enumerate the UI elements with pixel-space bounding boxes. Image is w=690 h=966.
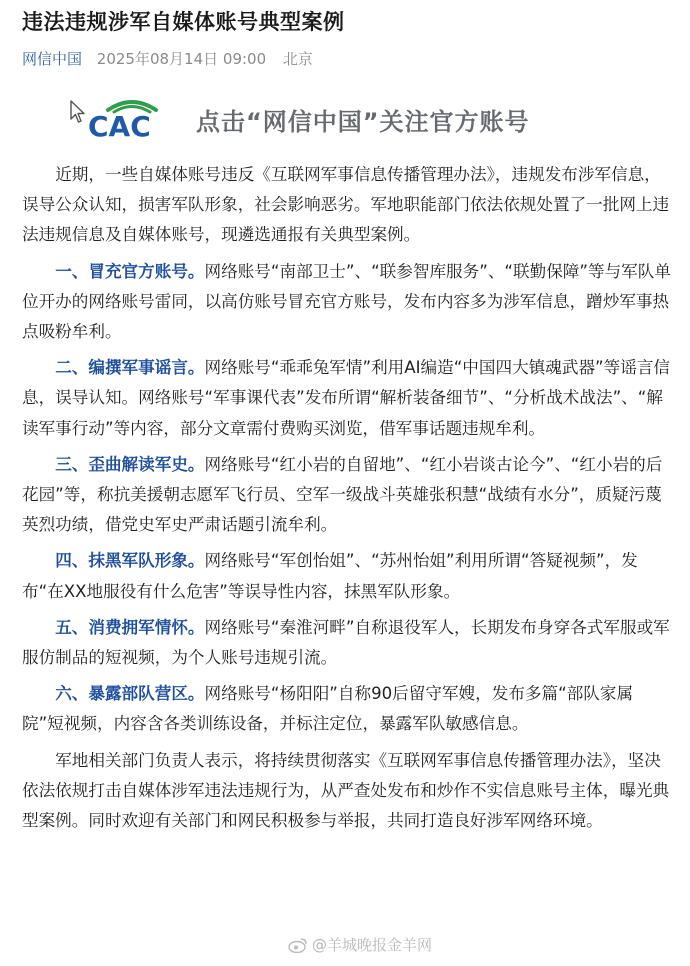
article-meta: [22, 48, 313, 69]
case-paragraph-1: [22, 257, 672, 348]
paragraph-text: 军地相关部门负责人表示，将持续贯彻落实《互联网军事信息传播管理办法》，坚决依法依规打击自媒体涉军违法违规行为，从严查处发布和炒作不实信息账号主体，曝光典型案例。同时欢迎有关部门和网民积极参与举报，共同打造良好涉军网络环境。: [22, 750, 670, 831]
case-heading: 三、歪曲解读军史。: [55, 454, 205, 474]
case-paragraph-6: [22, 679, 672, 739]
case-heading: 五、消费拥军情怀。: [55, 617, 205, 637]
follow-banner-text: 点击“网信中国”关注官方账号: [196, 108, 530, 136]
publish-datetime: 2025年08月14日 09:00: [96, 50, 267, 68]
weibo-icon: [288, 937, 308, 957]
cursor-arrow-icon: [70, 100, 86, 128]
case-paragraph-3: [22, 450, 672, 541]
paragraph-text: 网络账号“乖乖兔军情”利用AI编造“中国四大镇魂武器”等谣言信息，误导认知。网络账号“军事课代表”发布所谓“解析装备细节”、“分析战术战法”、“解读军事行动”等内容，部分文章需付费购买浏览，借军事话题违规牟利。: [22, 358, 671, 438]
paragraph-text: 网络账号“杨阳阳”自称90后留守军嫂，发布多篇“部队家属院”短视频，内容含各类训练设备，并标注定位，暴露军队敏感信息。: [22, 684, 634, 734]
watermark: [288, 934, 432, 957]
paragraph-text: 网络账号“红小岩的自留地”、“红小岩谈古论今”、“红小岩的后花园”等，称抗美援朝志愿军飞行员、空军一级战斗英雄张积慧“战绩有水分”，质疑污蔑英烈功绩，借党史军史严肃话题引流牟利。: [22, 454, 663, 535]
case-heading: 一、冒充官方账号。: [55, 261, 205, 281]
case-heading: 二、编撰军事谣言。: [55, 358, 205, 378]
paragraph-text: 网络账号“秦淮河畔”自称退役军人，长期发布身穿各式军服或军服仿制品的短视频，为个人账号违规引流。: [22, 617, 670, 668]
watermark-text: @羊城晚报金羊网: [311, 936, 432, 954]
cac-logo-text: CAC: [88, 110, 151, 140]
case-heading: 四、抹黑军队形象。: [55, 551, 205, 571]
article-body: [22, 160, 672, 842]
intro-paragraph: [22, 160, 672, 251]
case-heading: 六、暴露部队营区。: [55, 684, 205, 704]
follow-banner[interactable]: [70, 96, 630, 144]
case-paragraph-4: [22, 546, 672, 606]
source-link[interactable]: 网信中国: [22, 50, 83, 68]
cac-logo-icon: [86, 96, 178, 144]
case-paragraph-2: [22, 353, 672, 444]
paragraph-text: 网络账号“军创怡姐”、“苏州怡姐”利用所谓“答疑视频”，发布“在XX地服役有什么危害”等误导性内容，抹黑军队形象。: [22, 551, 638, 601]
article-title: 违法违规涉军自媒体账号典型案例: [22, 10, 345, 34]
paragraph-text: 网络账号“南部卫士”、“联参智库服务”、“联勤保障”等与军队单位开办的网络账号雷同，以高仿账号冒充官方账号，发布内容多为涉军信息，蹭炒军事热点吸粉牟利。: [22, 261, 671, 342]
closing-paragraph: [22, 746, 672, 837]
paragraph-text: 近期，一些自媒体账号违反《互联网军事信息传播管理办法》，违规发布涉军信息，误导公众认知，损害军队形象，社会影响恶劣。军地职能部门依法依规处置了一批网上违法违规信息及自媒体账号，现遴选通报有关典型案例。: [22, 165, 670, 245]
case-paragraph-5: [22, 613, 672, 673]
publish-location: 北京: [282, 50, 313, 68]
